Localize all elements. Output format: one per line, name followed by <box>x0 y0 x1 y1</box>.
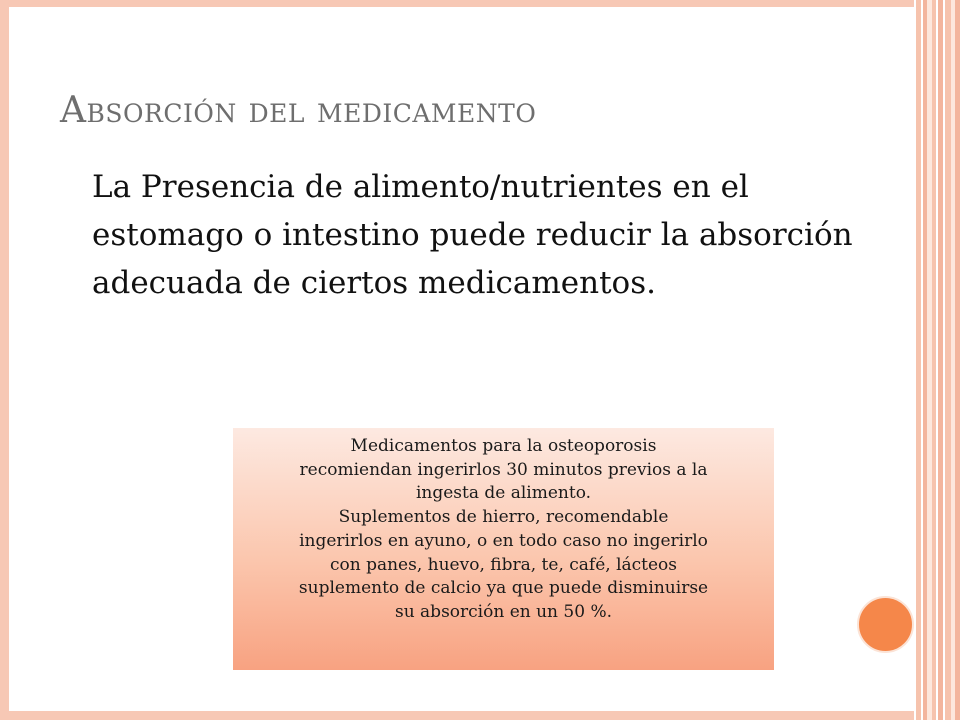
note-line: ingesta de alimento. <box>415 483 592 504</box>
note-line: con panes, huevo, fibra, te, café, lácteos <box>329 554 678 575</box>
frame-bottom-border <box>0 711 960 720</box>
note-line: suplemento de calcio ya que puede disminuirse <box>298 578 709 599</box>
note-line: Suplementos de hierro, recomendable <box>338 507 669 528</box>
note-line: Medicamentos para la osteoporosis <box>350 436 657 456</box>
decorative-circle <box>857 596 914 653</box>
decorative-stripes <box>914 0 960 720</box>
note-line: recomiendan ingerirlos 30 minutos previos a la <box>299 459 708 480</box>
slide-body-text: La Presencia de alimento/nutrientes en el estomago o intestino puede reducir la absorción adecuada de ciertos medicamentos. <box>92 169 853 301</box>
note-box <box>233 428 774 670</box>
frame-left-border <box>0 0 9 720</box>
note-line: su absorción en un 50 %. <box>394 601 613 622</box>
note-line: ingerirlos en ayuno, o en todo caso no ingerirlo <box>299 530 708 551</box>
slide-title: Absorción del medicamento <box>60 90 537 131</box>
frame-top-border <box>0 0 960 7</box>
